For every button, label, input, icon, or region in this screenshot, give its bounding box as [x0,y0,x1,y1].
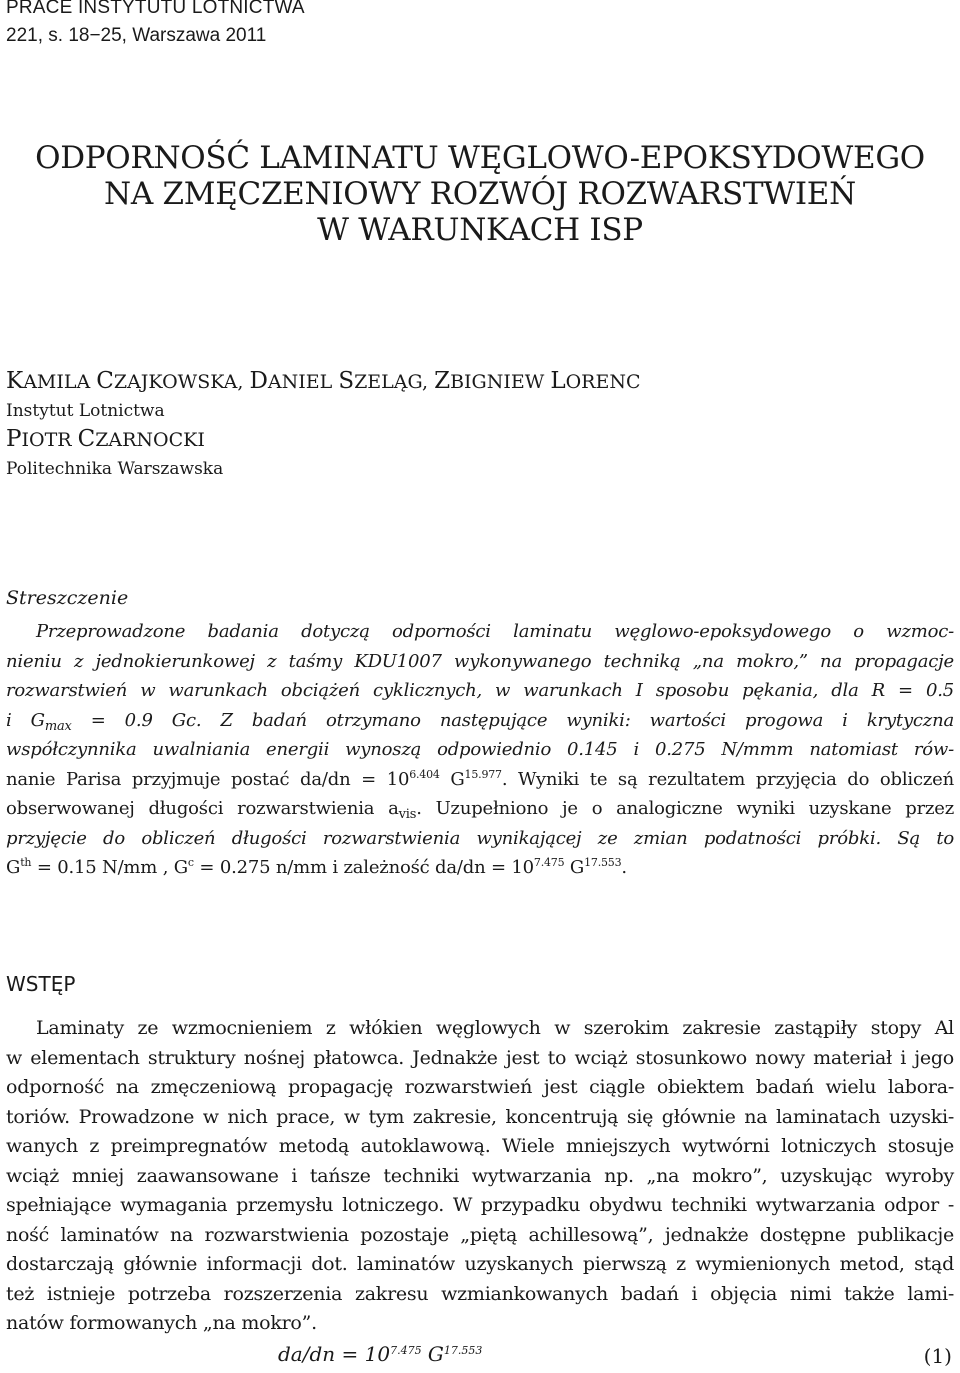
author-block [6,366,641,482]
intro-line: Laminaty ze wzmocnieniem z włókien węglowych w szerokim zakresie zastąpiły stopy Al [36,1017,954,1039]
abstract-line: obserwowanej długości rozwarstwienia $a_{vis}$. Uzupełniono je o analogiczne wyniki uzyskane przez [6,798,955,822]
paper-title [6,140,954,248]
abstract-line: przyjęcie do obliczeń długości rozwarstwienia wynikającej ze zmian podatności próbki. Są to [6,827,954,849]
intro-line: dostarczają głównie informacji dot. laminatów uzyskanych pierwszą z wymienionych metod, stąd [6,1253,954,1275]
author-names-1: KAMILA CZAJKOWSKA, DANIEL SZELĄG, ZBIGNIEW LORENC [6,368,641,394]
journal-header [6,0,305,50]
journal-issue: 221, s. 18−25, Warszawa 2011 [6,25,267,46]
intro-line: spełniające wymagania przemysłu lotniczego. W przypadku obydwu techniki wytwarzania odpor - [6,1194,954,1216]
abstract-line: Przeprowadzone badania dotyczą odporności laminatu węglowo-epoksydowego o wzmoc- [36,621,954,642]
journal-name: PRACE INSTYTUTU LOTNICTWA [6,0,305,18]
title-line-2: NA ZMĘCZENIOWY ROZWÓJ ROZWARSTWIEŃ [104,176,856,212]
abstract-heading: Streszczenie [6,587,129,609]
intro-text [6,1014,954,1339]
intro-line: toriów. Prowadzone w nich prace, w tym zakresie, koncentrują się głównie na laminatach uzyski- [6,1105,954,1128]
intro-line: wanych z preimpregnatów metodą autoklawową. Wiele mniejszych wytwórni lotniczych stosuje [6,1135,954,1157]
abstract-line: nanie Parisa przyjmuje postać $da/dn = 10^{6.404}$ $G^{15.977}$. Wyniki te są rezultatem przyjęcia do obliczeń [6,767,954,790]
abstract-line: współczynnika uwalniania energii wynoszą odpowiednio 0.145 i 0.275 N/mmm natomiast rów- [6,739,954,760]
author-names-2: PIOTR CZARNOCKI [6,426,205,452]
affiliation-2: Politechnika Warszawska [6,459,224,479]
intro-line: odporność na zmęczeniową propagację rozwarstwień jest ciągle obiektem badań wielu labora- [6,1076,954,1098]
abstract-line: i $G_{max} = 0.9$ Gc. Z badań otrzymano następujące wyniki: wartości progowa i krytyczna [6,709,954,734]
intro-line: wciąż mniej zaawansowane i tańsze techniki wytwarzania np. „na mokro”, uzyskując wyroby [6,1164,954,1187]
intro-line: ność laminatów na rozwarstwienia pozostaje „piętą achillesową”, jednakże dostępne publikacje [6,1223,954,1246]
title-line-3: W WARUNKACH ISP [317,212,643,248]
title-line-1: ODPORNOŚĆ LAMINATU WĘGLOWO-EPOKSYDOWEGO [35,140,925,176]
abstract-text [6,617,954,883]
section-heading-intro: WSTĘP [6,972,76,996]
paper-page [6,0,954,1373]
intro-line: też istnieje potrzeba rozszerzenia zakresu wzmiankowanych badań i objęcia nimi także lami- [6,1282,954,1305]
affiliation-1: Instytut Lotnictwa [6,401,165,421]
intro-line: w elementach struktury nośnej płatowca. Jednakże jest to wciąż stosunkowo nowy materiał i jego [6,1046,954,1069]
equation-number: (1) [923,1344,952,1368]
equation-1: $da/dn = 10^{7.475}$ $G^{17.553}$ [278,1342,483,1366]
abstract-line: rozwarstwień w warunkach obciążeń cyklicznych, w warunkach I sposobu pękania, dla R = 0.5 [6,680,954,701]
intro-line: natów formowanych „na mokro”. [6,1312,317,1334]
abstract-line: nieniu z jednokierunkowej z taśmy KDU1007 wykonywanego techniką „na mokro,” na propagacje [6,650,954,672]
abstract-line: $G^{th} = 0.15$ N/mm , $G^c = 0.275$ n/mm i zależność $da/dn = 10^{7.475}$ $G^{17.553}$. [6,856,627,878]
